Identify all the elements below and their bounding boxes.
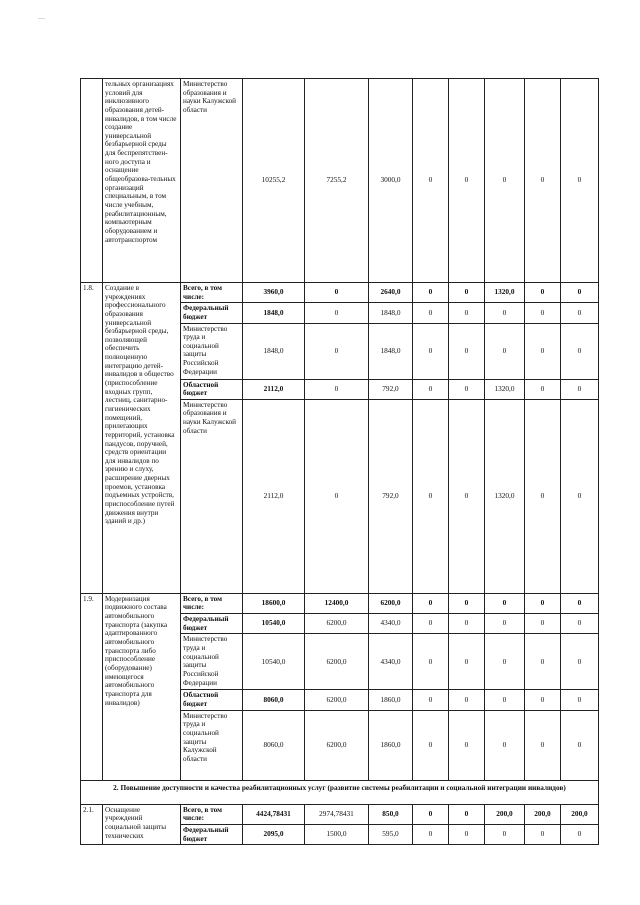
value-cell: 0 [525, 593, 561, 613]
value-cell: 0 [525, 399, 561, 593]
section-row [81, 780, 599, 804]
budget-table [80, 78, 599, 845]
value-cell: 4340,0 [369, 634, 413, 690]
table-row [81, 804, 599, 824]
value-cell: 0 [561, 593, 599, 613]
value-cell: 0 [305, 303, 369, 323]
value-cell: 10255,2 [243, 79, 305, 283]
value-cell: 0 [485, 323, 525, 379]
measure-description: Создание в учреждениях профессионального образования универсальной безбарьерной среды, позволяющей обеспечить полноценную интеграцию детей-инвалидов в общество (приспособление входных групп, лестниц, санитарно-гигиенических помещений, прилегающих территорий, установка пандусов, поручней, средств ориентации для инвалидов по зрению и слуху, расширение дверных проемов, установка подъемных устройств, приспособление путей движения внутри зданий и др.) [103, 283, 181, 594]
value-cell: 6200,0 [305, 690, 369, 710]
value-cell: 0 [525, 634, 561, 690]
value-cell: 8060,0 [243, 710, 305, 780]
value-cell: 0 [413, 710, 449, 780]
value-cell: 1848,0 [369, 323, 413, 379]
value-cell: 0 [413, 283, 449, 303]
row-number: 1.8. [81, 283, 103, 594]
value-cell: 0 [525, 824, 561, 844]
value-cell: 0 [449, 634, 485, 690]
value-cell: 0 [305, 399, 369, 593]
value-cell: 0 [485, 710, 525, 780]
value-cell: 12400,0 [305, 593, 369, 613]
value-cell: 0 [413, 303, 449, 323]
value-cell: 6200,0 [305, 710, 369, 780]
measure-description: Оснащение учреждений социальной защиты технических [103, 804, 181, 845]
value-cell: 0 [485, 614, 525, 634]
value-cell: 0 [449, 804, 485, 824]
value-cell: 1848,0 [243, 323, 305, 379]
value-cell: 0 [485, 824, 525, 844]
funding-source: Министерство образования и науки Калужской области [181, 79, 243, 283]
table-row [81, 283, 599, 303]
value-cell: 4340,0 [369, 614, 413, 634]
value-cell: 200,0 [525, 804, 561, 824]
value-cell: 0 [485, 593, 525, 613]
value-cell: 6200,0 [305, 634, 369, 690]
value-cell: 6200,0 [369, 593, 413, 613]
funding-source: Министерство труда и социальной защиты Российской Федерации [181, 323, 243, 379]
value-cell: 0 [485, 79, 525, 283]
value-cell: 0 [449, 824, 485, 844]
value-cell: 0 [449, 283, 485, 303]
value-cell: 0 [413, 323, 449, 379]
row-number: 2.1. [81, 804, 103, 845]
value-cell: 10540,0 [243, 634, 305, 690]
value-cell: 1848,0 [243, 303, 305, 323]
value-cell: 0 [561, 303, 599, 323]
value-cell: 0 [561, 379, 599, 399]
value-cell: 0 [525, 283, 561, 303]
funding-source: Всего, в том числе: [181, 593, 243, 613]
funding-source: Областной бюджет [181, 379, 243, 399]
value-cell: 2112,0 [243, 379, 305, 399]
value-cell: 0 [525, 614, 561, 634]
value-cell: 0 [413, 593, 449, 613]
funding-source: Федеральный бюджет [181, 824, 243, 844]
value-cell: 0 [561, 634, 599, 690]
value-cell: 0 [413, 634, 449, 690]
value-cell: 6200,0 [305, 614, 369, 634]
value-cell: 850,0 [369, 804, 413, 824]
page-mark: — [38, 14, 45, 22]
value-cell: 0 [449, 710, 485, 780]
value-cell: 10540,0 [243, 614, 305, 634]
value-cell: 1320,0 [485, 283, 525, 303]
value-cell: 1860,0 [369, 690, 413, 710]
value-cell: 0 [561, 690, 599, 710]
value-cell: 0 [413, 690, 449, 710]
value-cell: 0 [561, 824, 599, 844]
funding-source: Всего, в том числе: [181, 804, 243, 824]
value-cell: 1320,0 [485, 399, 525, 593]
value-cell: 0 [449, 303, 485, 323]
value-cell: 0 [561, 399, 599, 593]
value-cell: 0 [305, 323, 369, 379]
table-row [81, 79, 599, 283]
value-cell: 0 [525, 379, 561, 399]
value-cell: 200,0 [485, 804, 525, 824]
value-cell: 7255,2 [305, 79, 369, 283]
funding-source: Федеральный бюджет [181, 614, 243, 634]
value-cell: 0 [413, 824, 449, 844]
value-cell: 0 [561, 283, 599, 303]
value-cell: 0 [413, 379, 449, 399]
value-cell: 0 [305, 283, 369, 303]
value-cell: 1848,0 [369, 303, 413, 323]
value-cell: 0 [413, 614, 449, 634]
funding-source: Министерство труда и социальной защиты Калужской области [181, 710, 243, 780]
value-cell: 0 [525, 323, 561, 379]
value-cell: 0 [525, 79, 561, 283]
measure-description: Модернизация подвижного состава автомобильного транспорта (закупка адаптированного автомобильного транспорта либо приспособление (оборудование) имеющегося автомобильного транспорта для инвалидов) [103, 593, 181, 780]
value-cell: 2640,0 [369, 283, 413, 303]
value-cell: 0 [449, 379, 485, 399]
value-cell: 0 [561, 614, 599, 634]
value-cell: 0 [449, 79, 485, 283]
value-cell: 0 [561, 323, 599, 379]
section-heading: 2. Повышение доступности и качества реабилитационных услуг (развитие системы реабилитации и социальной интеграции инвалидов) [81, 780, 599, 804]
value-cell: 0 [485, 634, 525, 690]
value-cell: 2974,78431 [305, 804, 369, 824]
value-cell: 0 [525, 710, 561, 780]
value-cell: 792,0 [369, 399, 413, 593]
value-cell: 0 [449, 399, 485, 593]
funding-source: Министерство труда и социальной защиты Российской Федерации [181, 634, 243, 690]
value-cell: 0 [485, 690, 525, 710]
row-number: 1.9. [81, 593, 103, 780]
value-cell: 0 [561, 710, 599, 780]
value-cell: 0 [449, 323, 485, 379]
value-cell: 792,0 [369, 379, 413, 399]
value-cell: 1860,0 [369, 710, 413, 780]
table-row [81, 593, 599, 613]
value-cell: 0 [413, 399, 449, 593]
value-cell: 1500,0 [305, 824, 369, 844]
value-cell: 0 [525, 303, 561, 323]
value-cell: 0 [305, 379, 369, 399]
value-cell: 0 [485, 303, 525, 323]
value-cell: 0 [449, 614, 485, 634]
value-cell: 2112,0 [243, 399, 305, 593]
value-cell: 200,0 [561, 804, 599, 824]
value-cell: 3000,0 [369, 79, 413, 283]
value-cell: 3960,0 [243, 283, 305, 303]
row-number [81, 79, 103, 283]
value-cell: 0 [525, 690, 561, 710]
funding-source: Областной бюджет [181, 690, 243, 710]
value-cell: 18600,0 [243, 593, 305, 613]
value-cell: 2095,0 [243, 824, 305, 844]
value-cell: 595,0 [369, 824, 413, 844]
value-cell: 0 [449, 690, 485, 710]
funding-source: Федеральный бюджет [181, 303, 243, 323]
value-cell: 0 [413, 79, 449, 283]
value-cell: 8060,0 [243, 690, 305, 710]
value-cell: 0 [449, 593, 485, 613]
funding-source: Всего, в том числе: [181, 283, 243, 303]
value-cell: 0 [561, 79, 599, 283]
value-cell: 4424,78431 [243, 804, 305, 824]
measure-description: тельных организациях условий для инклюзивного образования детей-инвалидов, в том числе создание универсальной безбарьерной среды для беспрепятствен-ного доступа и оснащение общеобразова-тельных организаций специальным, в том числе учебным, реабилитационным, компьютерным оборудованием и автотранспортом [103, 79, 181, 283]
value-cell: 1320,0 [485, 379, 525, 399]
funding-source: Министерство образования и науки Калужской области [181, 399, 243, 593]
value-cell: 0 [413, 804, 449, 824]
